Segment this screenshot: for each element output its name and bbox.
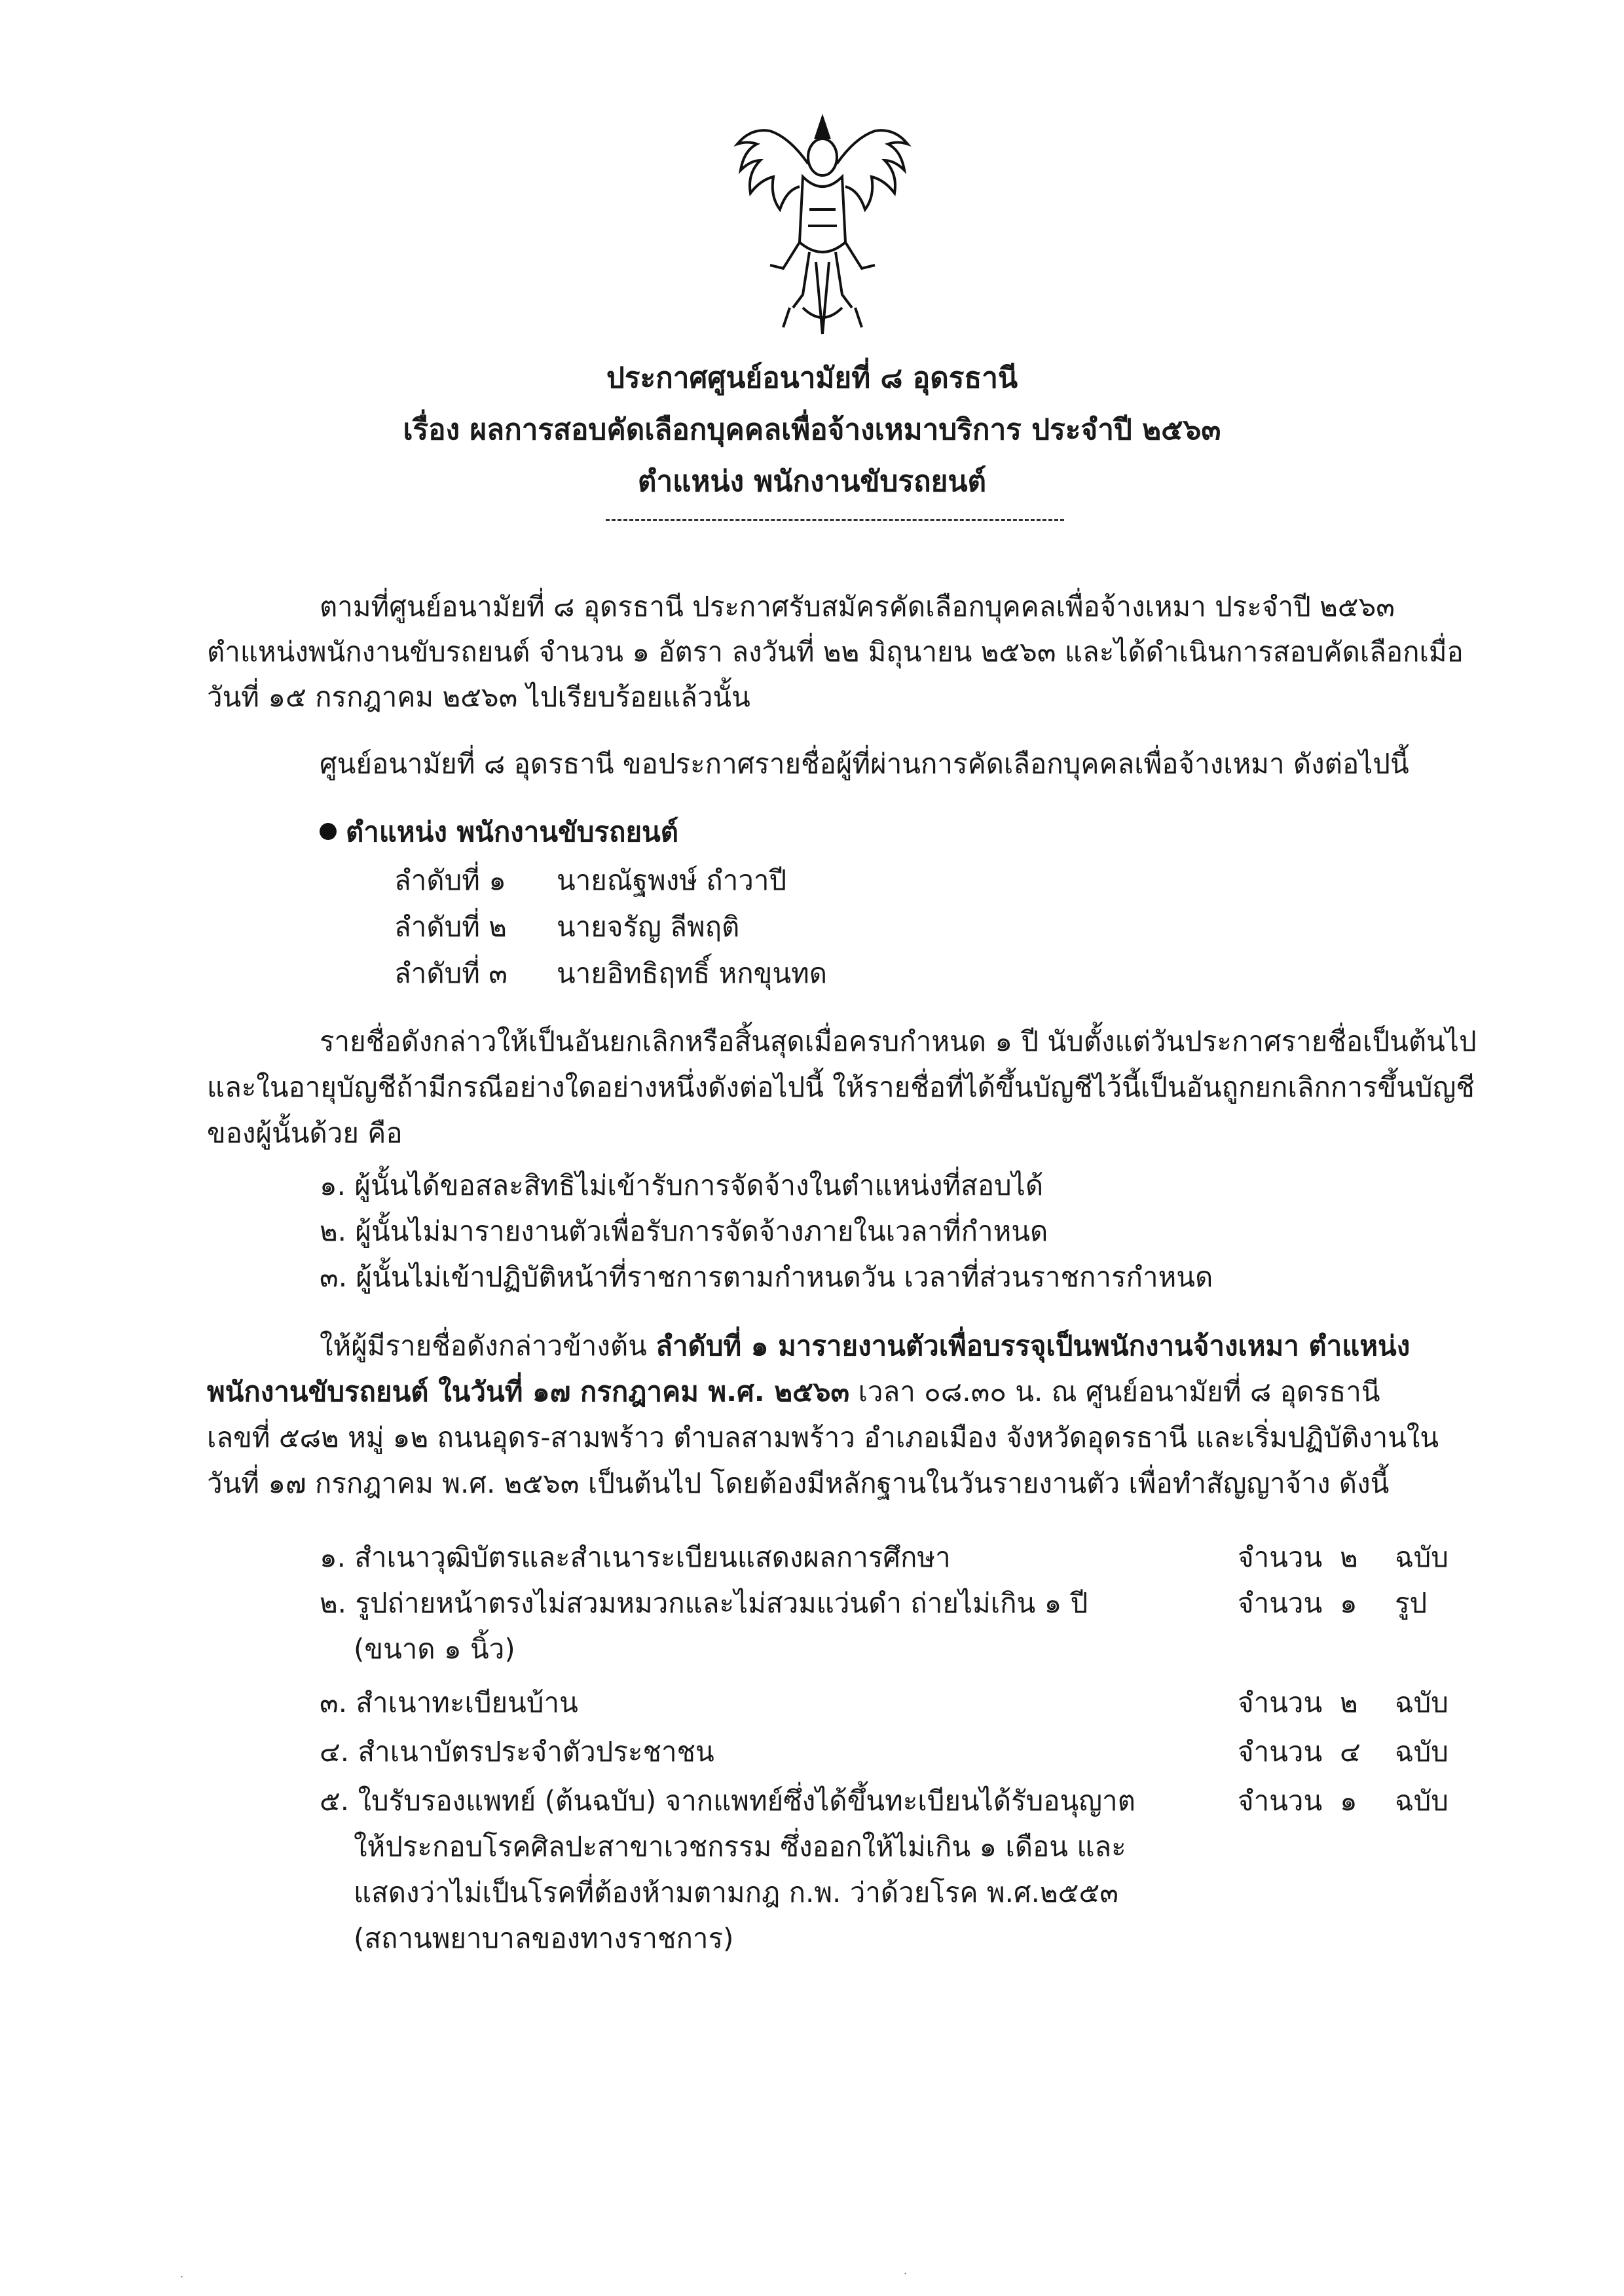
quantity-value: ๔ bbox=[1340, 1736, 1361, 1768]
condition-item: ๑. ผู้นั้นได้ขอสละสิทธิไม่เข้ารับการจัดจ้างในตำแหน่งที่สอบได้ bbox=[320, 1169, 1044, 1201]
quantity-unit: ฉบับ bbox=[1395, 1785, 1449, 1817]
document-item: ๑. สำเนาวุฒิบัตรและสำเนาระเบียนแสดงผลการศึกษา bbox=[320, 1541, 951, 1573]
report-line-2 bbox=[207, 1378, 1380, 1406]
quantity-value: ๒ bbox=[1340, 1541, 1358, 1573]
report-line-1-bold: ลำดับที่ ๑ มารายงานตัวเพื่อบรรจุเป็นพนักงานจ้างเหมา ตำแหน่ง bbox=[655, 1330, 1411, 1362]
document-item: ๔. สำเนาบัตรประจำตัวประชาชน bbox=[320, 1736, 714, 1768]
document-item: ๒. รูปถ่ายหน้าตรงไม่สวมหมวกและไม่สวมแว่นดำ ถ่ายไม่เกิน ๑ ปี bbox=[320, 1587, 1088, 1619]
report-line-2-bold: พนักงานขับรถยนต์ ในวันที่ ๑๗ กรกฎาคม พ.ศ. ๒๕๖๓ bbox=[207, 1376, 850, 1408]
position-heading bbox=[320, 818, 678, 846]
quantity-label: จำนวน bbox=[1238, 1686, 1323, 1719]
intro-line-1: ตามที่ศูนย์อนามัยที่ ๘ อุดรธานี ประกาศรับสมัครคัดเลือกบุคคลเพื่อจ้างเหมา ประจำปี ๒๕๖๓ bbox=[320, 591, 1395, 623]
validity-line-1: รายชื่อดังกล่าวให้เป็นอันยกเลิกหรือสิ้นสุดเมื่อครบกำหนด ๑ ปี นับตั้งแต่วันประกาศรายชื่อเป็นต้นไป bbox=[320, 1025, 1477, 1057]
quantity-unit: รูป bbox=[1395, 1587, 1428, 1619]
header-divider bbox=[606, 519, 1064, 521]
quantity-label: จำนวน bbox=[1238, 1785, 1323, 1817]
document-item: ๓. สำเนาทะเบียนบ้าน bbox=[320, 1686, 578, 1719]
rank-order: ลำดับที่ ๒ bbox=[394, 911, 507, 943]
scan-mark: ॱ bbox=[180, 2273, 184, 2286]
document-item-detail: ให้ประกอบโรคศิลปะสาขาเวชกรรม ซึ่งออกให้ไม่เกิน ๑ เดือน และ bbox=[354, 1831, 1126, 1863]
announcement-title: ประกาศศูนย์อนามัยที่ ๘ อุดรธานี bbox=[606, 361, 1018, 395]
quantity-label: จำนวน bbox=[1238, 1541, 1323, 1573]
garuda-emblem-icon bbox=[724, 111, 921, 347]
rank-order: ลำดับที่ ๓ bbox=[394, 957, 508, 989]
bullet-dot-icon bbox=[320, 823, 337, 840]
quantity-value: ๑ bbox=[1340, 1587, 1357, 1619]
quantity-unit: ฉบับ bbox=[1395, 1686, 1449, 1719]
report-line-3: เลขที่ ๕๘๒ หมู่ ๑๒ ถนนอุดร-สามพร้าว ตำบลสามพร้าว อำเภอเมือง จังหวัดอุดรธานี และเริ่มปฏิบัติงานใน bbox=[207, 1421, 1439, 1453]
rank-name: นายจรัญ ลีพฤติ bbox=[557, 911, 740, 943]
scan-mark: ॱ bbox=[904, 2270, 908, 2282]
position-heading-text: ตำแหน่ง พนักงานขับรถยนต์ bbox=[346, 816, 679, 848]
rank-name: นายณัฐพงษ์ ถำวาปี bbox=[557, 864, 787, 896]
report-line-2-rest: เวลา ๐๘.๓๐ น. ณ ศูนย์อนามัยที่ ๘ อุดรธานี bbox=[849, 1376, 1380, 1408]
report-line-4: วันที่ ๑๗ กรกฎาคม พ.ศ. ๒๕๖๓ เป็นต้นไป โดยต้องมีหลักฐานในวันรายงานตัว เพื่อทำสัญญาจ้าง ดังนี้ bbox=[207, 1467, 1390, 1499]
document-item: ๕. ใบรับรองแพทย์ (ต้นฉบับ) จากแพทย์ซึ่งได้ขึ้นทะเบียนได้รับอนุญาต bbox=[320, 1785, 1135, 1817]
report-line-1-lead: ให้ผู้มีรายชื่อดังกล่าวข้างต้น bbox=[320, 1330, 656, 1362]
quantity-unit: ฉบับ bbox=[1395, 1736, 1449, 1768]
quantity-label: จำนวน bbox=[1238, 1736, 1323, 1768]
document-item-detail: (ขนาด ๑ นิ้ว) bbox=[354, 1633, 515, 1665]
quantity-value: ๒ bbox=[1340, 1686, 1358, 1719]
announcement-subject: เรื่อง ผลการสอบคัดเลือกบุคคลเพื่อจ้างเหมาบริการ ประจำปี ๒๕๖๓ bbox=[403, 413, 1221, 446]
intro-paragraph-2: ศูนย์อนามัยที่ ๘ อุดรธานี ขอประกาศรายชื่อผู้ที่ผ่านการคัดเลือกบุคคลเพื่อจ้างเหมา ดังต่อไปนี้ bbox=[320, 748, 1409, 780]
document-item-detail: แสดงว่าไม่เป็นโรคที่ต้องห้ามตามกฎ ก.พ. ว่าด้วยโรค พ.ศ.๒๕๕๓ bbox=[354, 1876, 1118, 1908]
validity-line-3: ของผู้นั้นด้วย คือ bbox=[207, 1117, 403, 1149]
validity-line-2: และในอายุบัญชีถ้ามีกรณีอย่างใดอย่างหนึ่งดังต่อไปนี้ ให้รายชื่อที่ได้ขึ้นบัญชีไว้นี้เป็นอันถูกยกเลิกการขึ้นบัญชี bbox=[207, 1071, 1475, 1103]
rank-name: นายอิทธิฤทธิ์ หกขุนทด bbox=[557, 957, 828, 989]
intro-line-2: ตำแหน่งพนักงานขับรถยนต์ จำนวน ๑ อัตรา ลงวันที่ ๒๒ มิถุนายน ๒๕๖๓ และได้ดำเนินการสอบคัดเลือกเมื่อ bbox=[207, 636, 1464, 668]
quantity-label: จำนวน bbox=[1238, 1587, 1323, 1619]
quantity-value: ๑ bbox=[1340, 1785, 1357, 1817]
report-line-1 bbox=[320, 1332, 1410, 1360]
condition-item: ๓. ผู้นั้นไม่เข้าปฏิบัติหน้าที่ราชการตามกำหนดวัน เวลาที่ส่วนราชการกำหนด bbox=[320, 1261, 1213, 1293]
announcement-position: ตำแหน่ง พนักงานขับรถยนต์ bbox=[637, 465, 987, 498]
condition-item: ๒. ผู้นั้นไม่มารายงานตัวเพื่อรับการจัดจ้างภายในเวลาที่กำหนด bbox=[320, 1215, 1048, 1247]
intro-line-3: วันที่ ๑๕ กรกฎาคม ๒๕๖๓ ไปเรียบร้อยแล้วนั้น bbox=[207, 681, 750, 713]
rank-order: ลำดับที่ ๑ bbox=[394, 864, 506, 896]
document-item-detail: (สถานพยาบาลของทางราชการ) bbox=[354, 1922, 734, 1954]
quantity-unit: ฉบับ bbox=[1395, 1541, 1449, 1573]
